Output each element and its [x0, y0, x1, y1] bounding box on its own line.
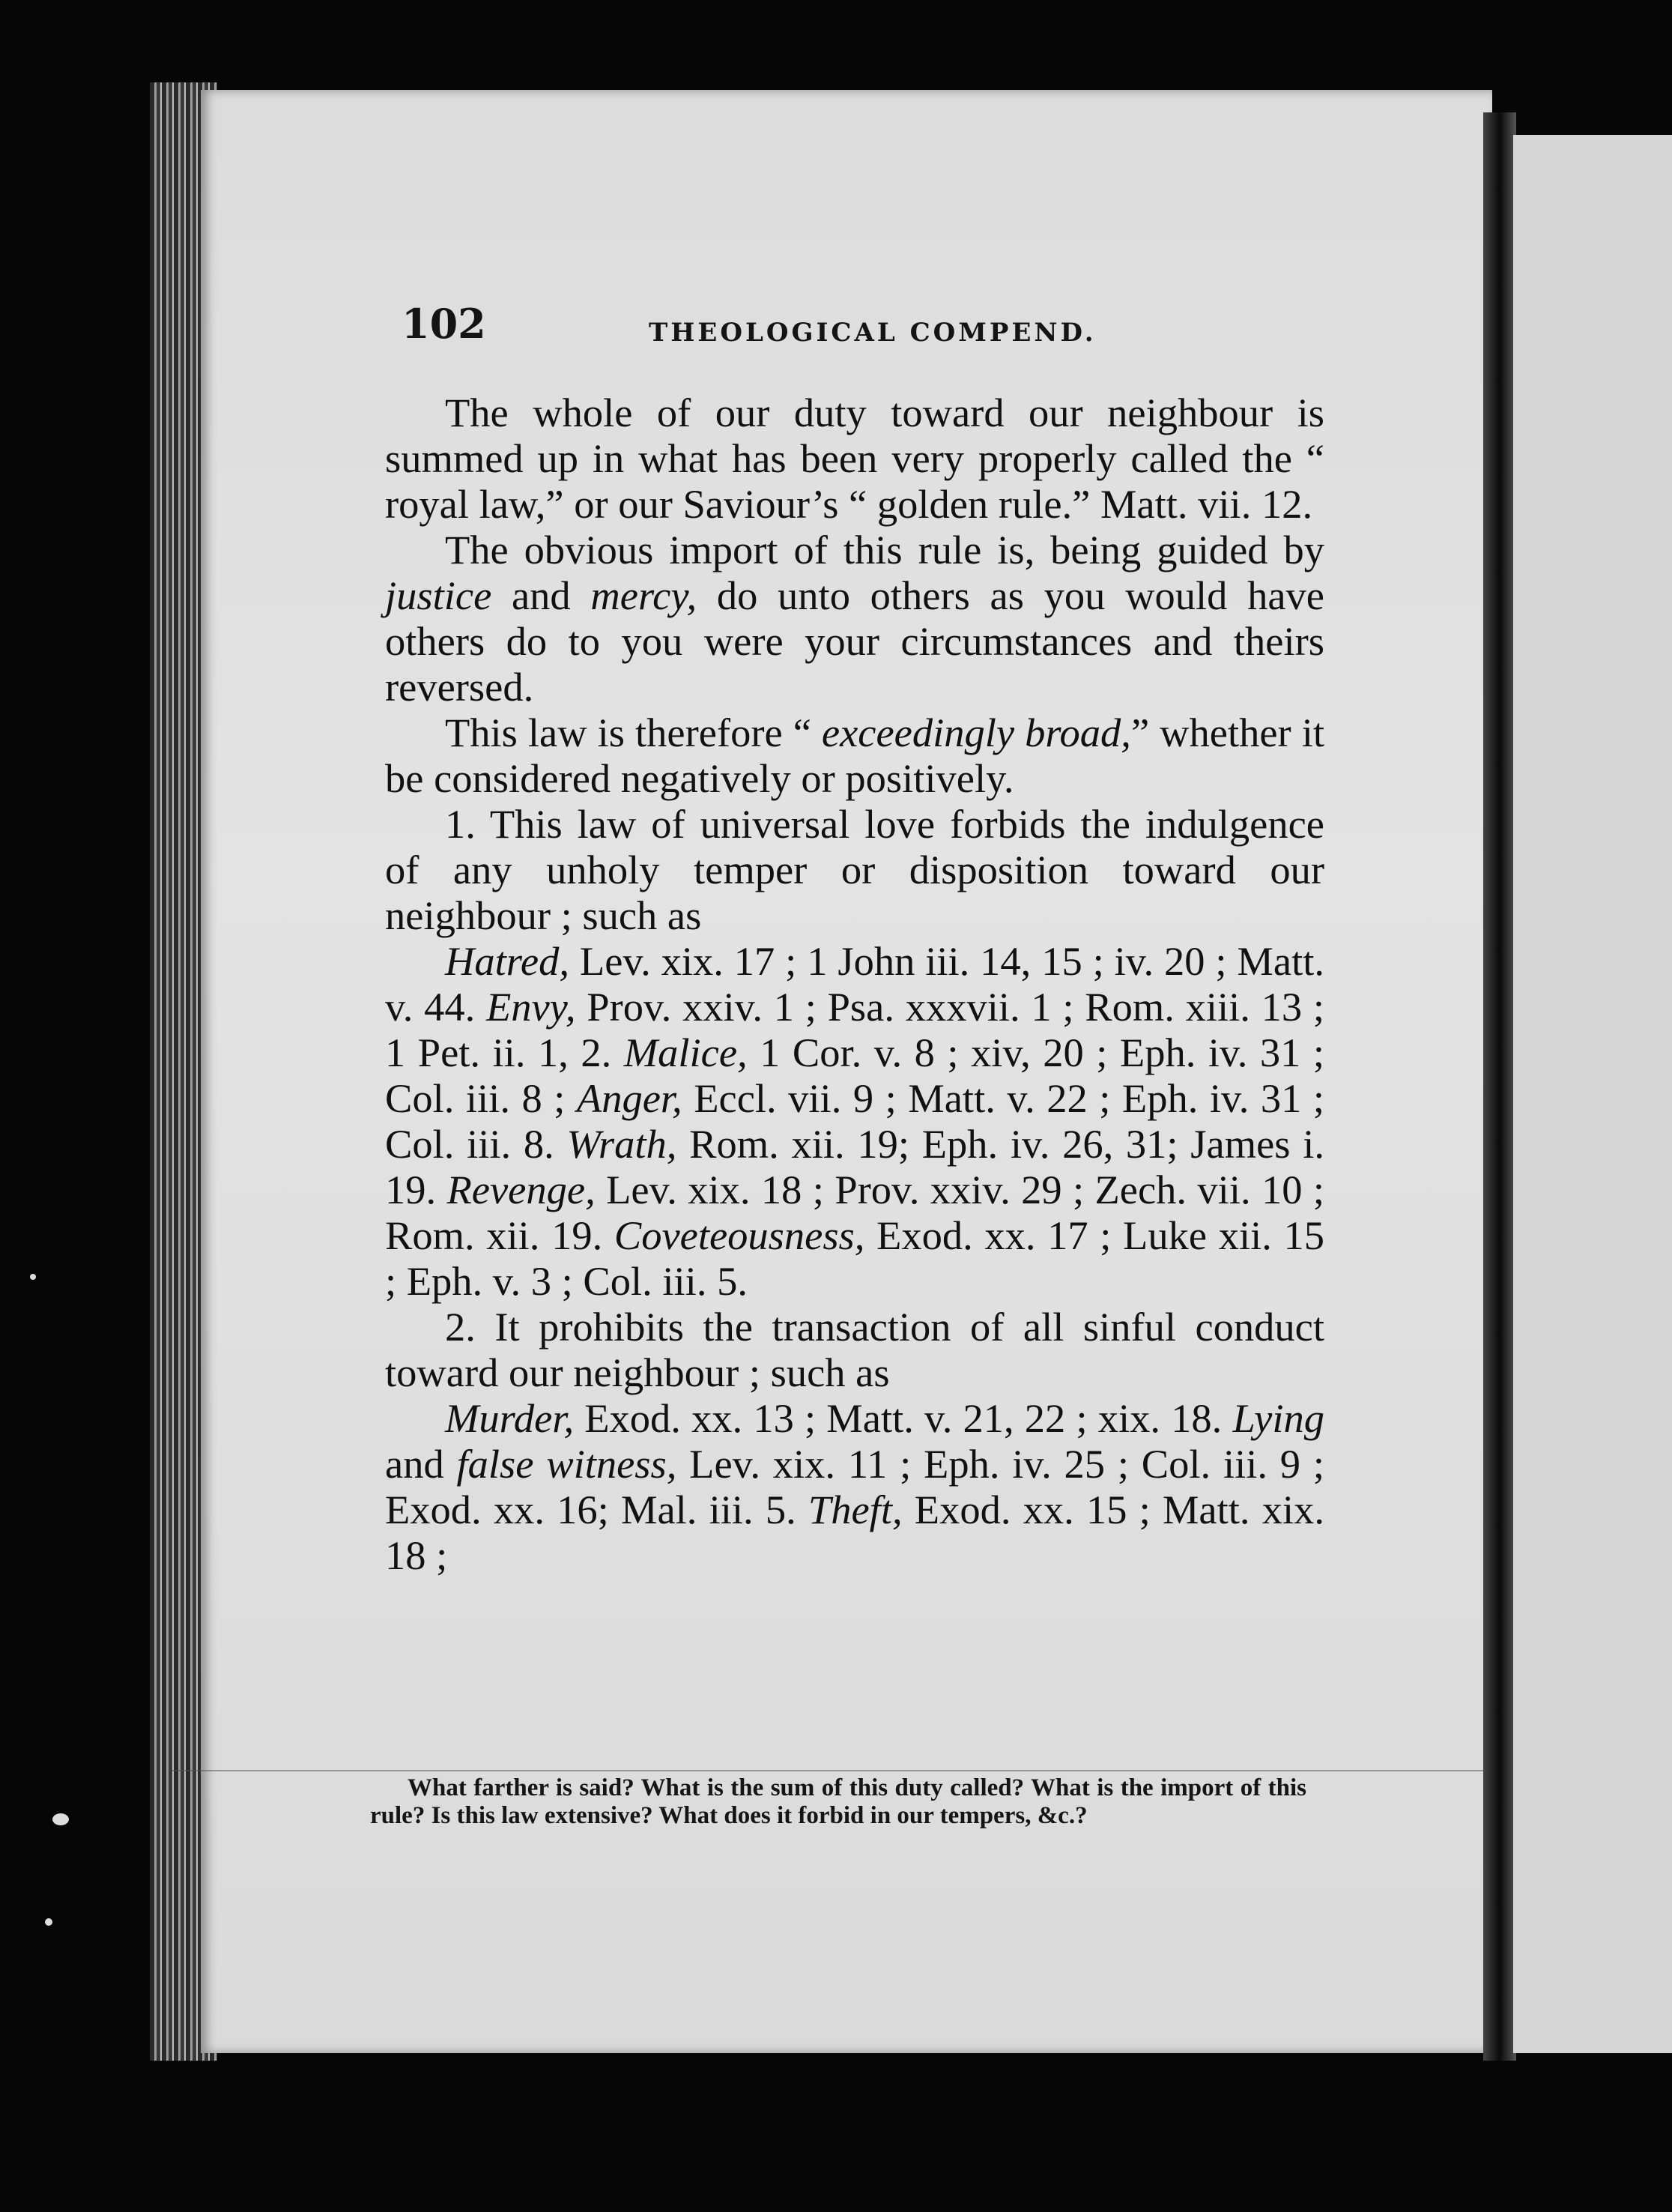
text-run: and [491, 572, 591, 618]
scan-speck [45, 1918, 52, 1926]
italic-term: Theft, [808, 1487, 903, 1532]
page-header [402, 300, 1341, 352]
text-run: Lev. xix. 18 ; Prov. xxiv. 29 ; Zech. vii. 10 ; Rom. xii. 19. [385, 1167, 1324, 1258]
italic-term: Wrath, [566, 1121, 677, 1167]
paragraph-import [385, 527, 1324, 710]
paragraph-broad [385, 710, 1324, 801]
italic-term: Lying [1232, 1395, 1324, 1441]
body-text [385, 390, 1324, 1578]
text-run: ” whether it be considered negatively or positively. [385, 710, 1324, 801]
italic-term: Malice, [623, 1030, 748, 1075]
running-head: THEOLOGICAL COMPEND. [649, 318, 1097, 348]
italic-term: Envy, [485, 984, 576, 1030]
italic-term: false witness, [456, 1441, 677, 1487]
scan-speck [52, 1813, 69, 1825]
italic-term: Anger, [576, 1075, 682, 1121]
italic-term: mercy, [590, 572, 697, 618]
italic-term: Coveteousness, [614, 1212, 865, 1258]
italic-term: justice [385, 572, 492, 618]
scan-speck [30, 1274, 36, 1280]
text-run: Prov. xxiv. 1 ; Psa. xxxvii. 1 ; Rom. xiii. 13 ; 1 Pet. ii. 1, 2. [385, 984, 1325, 1075]
paragraph-point-1: 1. This law of universal love forbids the indulgence of any unholy temper or disposition toward our neighbour ; such as [385, 801, 1324, 938]
scan-artifact-line [172, 1770, 1483, 1771]
text-run: Lev. xix. 17 ; 1 John iii. 14, 15 ; iv. 20 ; Matt. v. 44. [385, 938, 1324, 1030]
facing-page [1513, 135, 1672, 2053]
paragraph-tempers-list [385, 938, 1324, 1304]
text-run: Exod. xx. 17 ; Luke xii. 15 ; Eph. v. 3 ; Col. iii. 5. [385, 1212, 1324, 1304]
italic-term: Hatred, [445, 938, 570, 984]
text-run: Exod. xx. 15 ; Matt. xix. 18 ; [385, 1487, 1324, 1578]
paragraph-point-2: 2. It prohibits the transaction of all sinful conduct toward our neighbour ; such as [385, 1304, 1324, 1395]
study-questions [370, 1774, 1306, 1830]
italic-term: Revenge, [446, 1167, 596, 1212]
text-run: do unto others as you would have others do to you were your circumstances and theirs reversed. [385, 572, 1324, 710]
text-run: Rom. xii. 19; Eph. iv. 26, 31; James i. 19. [385, 1121, 1324, 1212]
paragraph-royal-law: The whole of our duty toward our neighbour is summed up in what has been very properly called the “ royal law,” or our Saviour’s “ golden rule.” Matt. vii. 12. [385, 390, 1324, 527]
italic-term: Murder, [445, 1395, 575, 1441]
text-run: Lev. xix. 11 ; Eph. iv. 25 ; Col. iii. 9 ; Exod. xx. 16; Mal. iii. 5. [385, 1441, 1324, 1532]
italic-term: exceedingly broad, [821, 710, 1131, 755]
text-run: Eccl. vii. 9 ; Matt. v. 22 ; Eph. iv. 31 ; Col. iii. 8. [385, 1075, 1325, 1167]
page-number: 102 [402, 300, 486, 348]
text-run: Exod. xx. 13 ; Matt. v. 21, 22 ; xix. 18. [574, 1395, 1233, 1441]
book-gutter [1483, 112, 1516, 2061]
text-run: The obvious import of this rule is, being guided by [445, 527, 1324, 572]
paragraph-conduct-list [385, 1395, 1324, 1578]
questions-text: What farther is said? What is the sum of this duty called? What is the import of this rule? Is this law extensive? What does it forbid in our tempers, &c.? [370, 1774, 1306, 1829]
text-run: and [385, 1441, 457, 1487]
text-run: This law is therefore “ [445, 710, 822, 755]
text-run: 1 Cor. v. 8 ; xiv, 20 ; Eph. iv. 31 ; Col. iii. 8 ; [385, 1030, 1324, 1121]
